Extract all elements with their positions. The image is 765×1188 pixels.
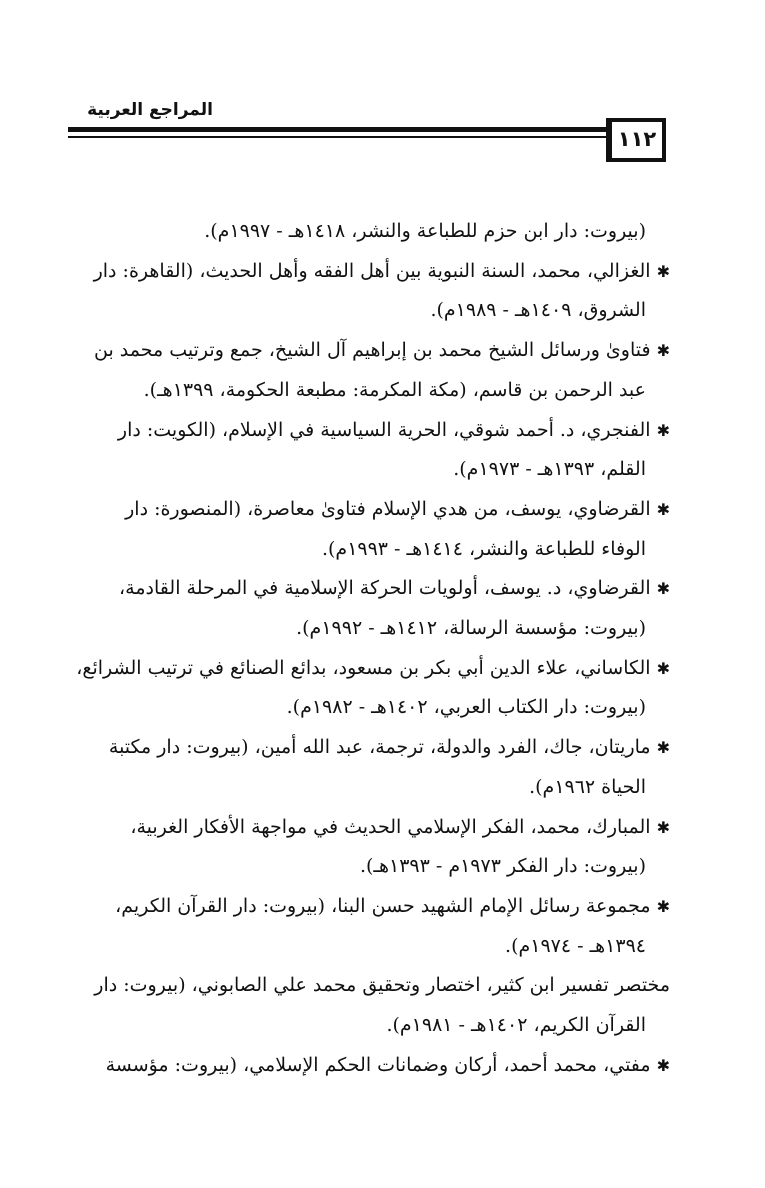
- header-rule-thick: [68, 127, 610, 132]
- reference-line: [62, 728, 670, 768]
- reference-line: [62, 331, 670, 371]
- asterisk-bullet-icon: ✱: [656, 579, 670, 599]
- reference-entry: [62, 887, 670, 966]
- asterisk-bullet-icon: ✱: [656, 499, 670, 519]
- reference-line: الشروق، ١٤٠٩هـ - ١٩٨٩م).: [430, 299, 646, 322]
- reference-line: [62, 808, 670, 848]
- reference-entry: [62, 808, 670, 887]
- reference-text: ماريتان، جاك، الفرد والدولة، ترجمة، عبد الله أمين، (بيروت: دار مكتبة: [108, 736, 651, 759]
- page-header: [0, 0, 765, 180]
- reference-text: الفنجري، د. أحمد شوقي، الحرية السياسية في الإسلام، (الكويت: دار: [117, 418, 651, 441]
- reference-line: (بيروت: دار الكتاب العربي، ١٤٠٢هـ - ١٩٨٢م).: [286, 696, 646, 719]
- reference-line: القرآن الكريم، ١٤٠٢هـ - ١٩٨١م).: [386, 1014, 646, 1037]
- reference-line: [62, 411, 670, 451]
- reference-line: [62, 490, 670, 530]
- reference-line: الوفاء للطباعة والنشر، ١٤١٤هـ - ١٩٩٣م).: [321, 537, 646, 560]
- asterisk-bullet-icon: ✱: [656, 420, 670, 440]
- reference-line: [62, 1046, 670, 1086]
- reference-entry: [62, 331, 670, 410]
- references-list: [62, 212, 670, 1085]
- reference-entry: [62, 411, 670, 490]
- reference-entry: [62, 1046, 670, 1086]
- reference-line: الحياة ١٩٦٢م).: [529, 775, 646, 798]
- asterisk-bullet-icon: ✱: [656, 341, 670, 361]
- reference-line: (بيروت: دار الفكر ١٩٧٣م - ١٣٩٣هـ).: [359, 855, 646, 878]
- asterisk-bullet-icon: ✱: [656, 896, 670, 916]
- reference-entry: [62, 728, 670, 807]
- asterisk-bullet-icon: ✱: [656, 817, 670, 837]
- reference-entry: [62, 966, 670, 1045]
- reference-text: فتاوىٰ ورسائل الشيخ محمد بن إبراهيم آل الشيخ، جمع وترتيب محمد بن: [94, 339, 651, 362]
- reference-entry: [62, 212, 670, 252]
- reference-text: القرضاوي، د. يوسف، أولويات الحركة الإسلامية في المرحلة القادمة،: [119, 577, 651, 600]
- reference-line: ١٣٩٤هـ - ١٩٧٤م).: [505, 934, 646, 957]
- reference-entry: [62, 490, 670, 569]
- page-number-box: [606, 118, 666, 162]
- reference-line: عبد الرحمن بن قاسم، (مكة المكرمة: مطبعة الحكومة، ١٣٩٩هـ).: [143, 378, 646, 401]
- reference-line: [62, 887, 670, 927]
- header-rule-thin: [68, 136, 610, 138]
- asterisk-bullet-icon: ✱: [656, 1055, 670, 1075]
- reference-text: الغزالي، محمد، السنة النبوية بين أهل الفقه وأهل الحديث، (القاهرة: دار: [93, 259, 651, 282]
- reference-entry: [62, 649, 670, 728]
- asterisk-bullet-icon: ✱: [656, 261, 670, 281]
- reference-line: مختصر تفسير ابن كثير، اختصار وتحقيق محمد علي الصابوني، (بيروت: دار: [94, 974, 670, 997]
- reference-line: القلم، ١٣٩٣هـ - ١٩٧٣م).: [453, 458, 646, 481]
- reference-line: [62, 252, 670, 292]
- reference-text: مفتي، محمد أحمد، أركان وضمانات الحكم الإسلامي، (بيروت: مؤسسة: [105, 1053, 651, 1076]
- reference-line: [62, 649, 670, 689]
- reference-text: الكاساني، علاء الدين أبي بكر بن مسعود، بدائع الصنائع في ترتيب الشرائع،: [76, 656, 651, 679]
- reference-text: القرضاوي، يوسف، من هدي الإسلام فتاوىٰ معاصرة، (المنصورة: دار: [125, 497, 651, 520]
- page-number: ١١٢: [617, 127, 657, 151]
- reference-text: المبارك، محمد، الفكر الإسلامي الحديث في مواجهة الأفكار الغربية،: [130, 815, 651, 838]
- asterisk-bullet-icon: ✱: [656, 658, 670, 678]
- reference-line: (بيروت: دار ابن حزم للطباعة والنشر، ١٤١٨هـ - ١٩٩٧م).: [204, 220, 646, 242]
- reference-entry: [62, 569, 670, 648]
- reference-text: مجموعة رسائل الإمام الشهيد حسن البنا، (بيروت: دار القرآن الكريم،: [115, 894, 651, 917]
- asterisk-bullet-icon: ✱: [656, 738, 670, 758]
- reference-line: (بيروت: مؤسسة الرسالة، ١٤١٢هـ - ١٩٩٢م).: [296, 617, 646, 640]
- running-header-title: المراجع العربية: [87, 100, 213, 120]
- reference-entry: [62, 252, 670, 331]
- reference-line: [62, 569, 670, 609]
